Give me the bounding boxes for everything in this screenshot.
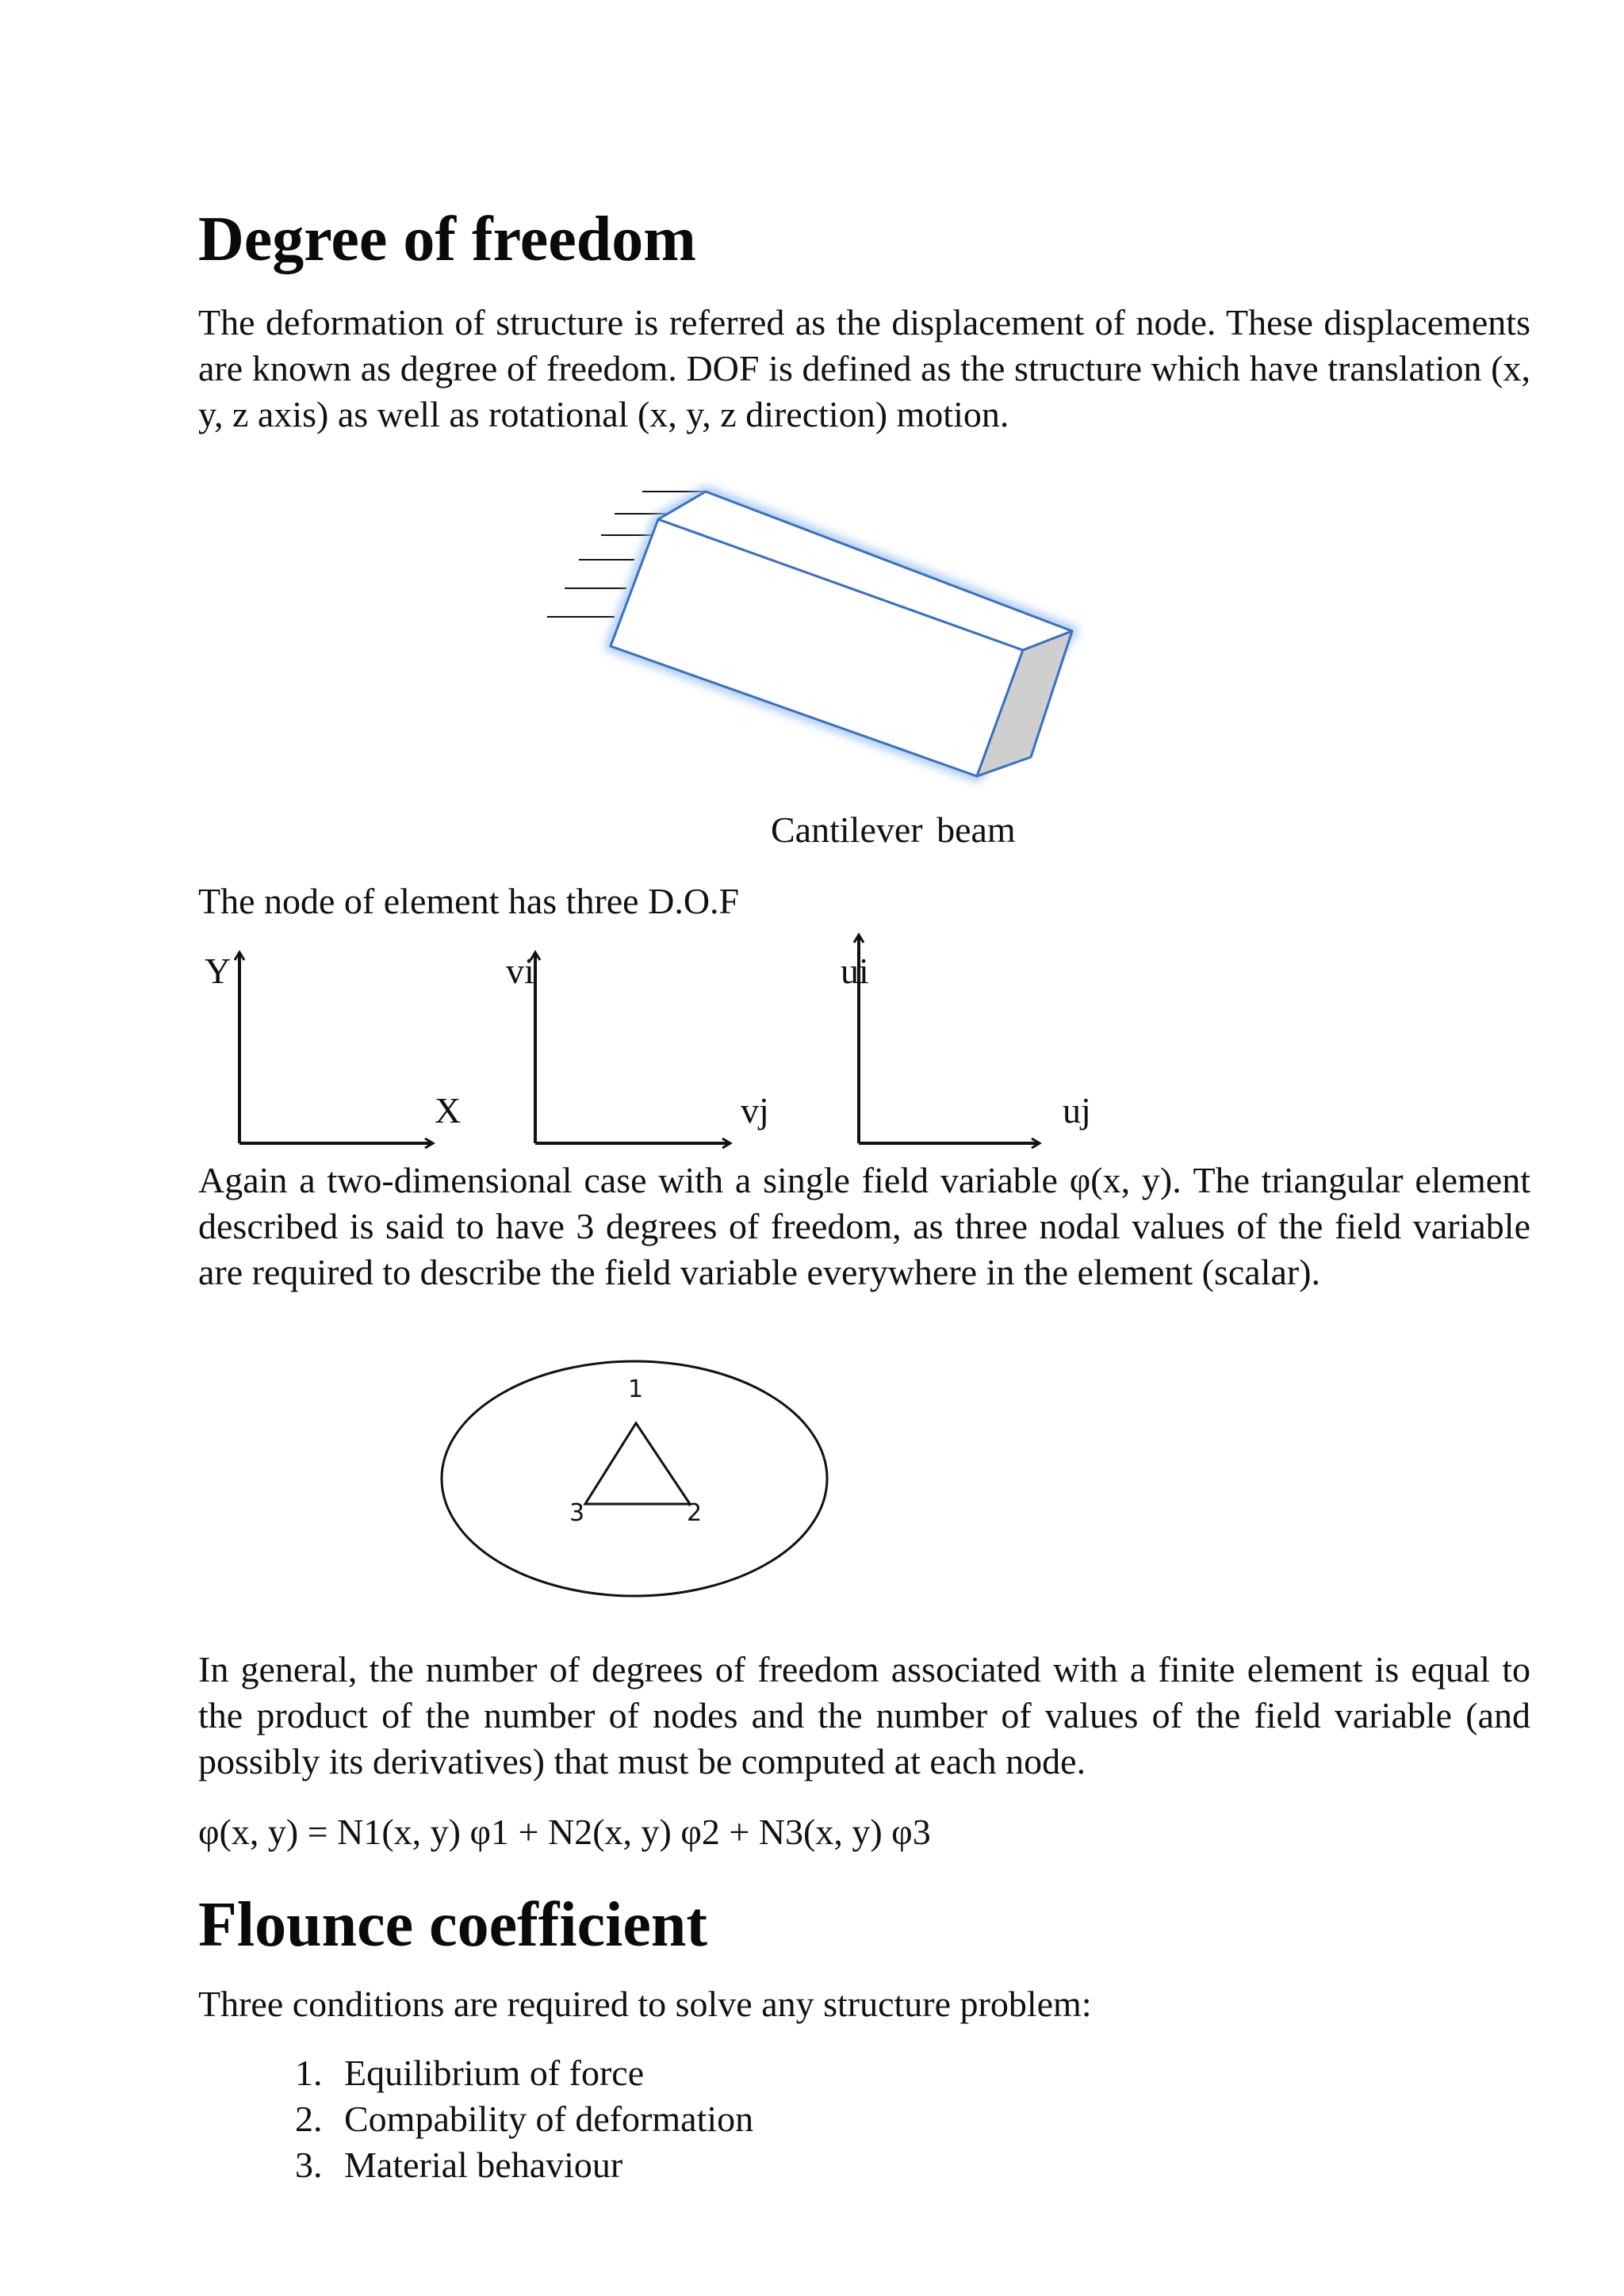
paragraph-triangular-element: Again a two-dimensional case with a single field variable φ(x, y). The triangular element described is said to have 3 degrees of freedom, as three nodal values of the field variable are required to describe the field variable everywhere in the element (scalar).	[198, 1160, 1530, 1292]
conditions-list	[295, 2050, 753, 2188]
paragraph-dof-general: In general, the number of degrees of freedom associated with a finite element is equal to the product of the number of nodes and the number of values of the field variable (and possibly its derivatives) that must be computed at each node.	[198, 1649, 1530, 1781]
axis2-y-label: vi	[506, 951, 534, 991]
axis3-y-label: ui	[841, 951, 869, 991]
axis2-x-label: vj	[741, 1090, 769, 1131]
list-item: 3. Material behaviour	[295, 2145, 623, 2185]
list-item: 1. Equilibrium of force	[295, 2053, 645, 2093]
paragraph-dof-definition: The deformation of structure is referred as the displacement of node. These displacements are known as degree of freedom. DOF is defined as the structure which have translation (x, y, z axis) as well as rotational (x, y, z direction) motion.	[198, 302, 1530, 434]
triangle-node-3: 3	[569, 1499, 585, 1527]
triangle-node-2: 2	[687, 1499, 703, 1527]
list-item: 2. Compability of deformation	[295, 2099, 754, 2139]
section-title-flounce-coefficient: Flounce coefficient	[198, 1890, 707, 1960]
triangle-node-1: 1	[628, 1376, 644, 1403]
axis1-x-label: X	[435, 1090, 462, 1131]
axis1-y-label: Y	[205, 951, 232, 991]
triangle-element	[585, 1423, 690, 1504]
axis3-x-label: uj	[1063, 1090, 1091, 1131]
shape-function-equation: φ(x, y) = N1(x, y) φ1 + N2(x, y) φ2 + N3(x, y) φ3	[198, 1812, 931, 1852]
section-title-degree-of-freedom: Degree of freedom	[198, 205, 696, 274]
node-dof-text: The node of element has three D.O.F	[198, 881, 740, 921]
conditions-intro: Three conditions are required to solve any structure problem:	[198, 1984, 1092, 2024]
figure-caption-cantilever-beam: Cantilever beam	[771, 809, 1016, 850]
